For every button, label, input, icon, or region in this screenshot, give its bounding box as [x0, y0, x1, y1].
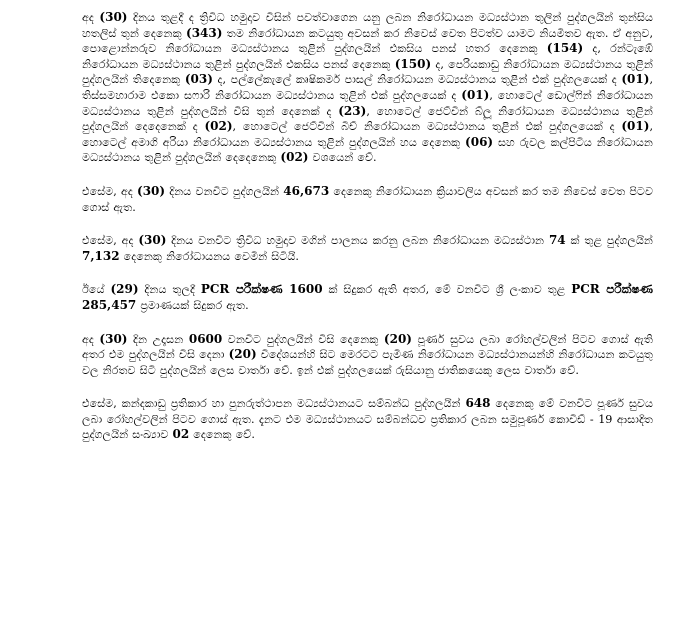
text-run: පූර්ණ සුවය ලබා රෝහල්වලින් පිටව ගොස් ඇති අතර එම පුද්ගලයින් විසි දෙනා [82, 332, 653, 362]
text-run: , හොටෙල් ජෙට්වින් බ්ලූ නිරෝධායන මධ්‍යස්ථානය තුළින් පුද්ගලයින් දෙදෙනෙක් ද [82, 104, 653, 134]
bold-figure: (30) [137, 183, 166, 198]
text-run: වනවිට පුද්ගලයින් විසි දෙනෙකු [222, 332, 384, 346]
text-run: , තිස්සමහාරාම එකො සෆාරි නිරෝධායන මධ්‍යස්ථානය තුළින් එක් පුද්ගලයෙක් ද [82, 73, 653, 102]
text-run: එසේම, අද [82, 184, 138, 198]
text-run: වශයෙන් වේ. [308, 151, 377, 165]
bold-figure: PCR පරීක්ෂණ 285,457 [82, 282, 653, 312]
text-run: දිනය තුළදී ද ත්‍රිවිධ හමුදාව විසින් පවත්වාගෙන යනු ලබන නිරෝධායන මධ්‍යස්ථාන තුලින් පුද්ගලයින් තුන්සිය හතලිස් තුන් දෙනෙකු [82, 11, 653, 40]
bold-figure: 02 [172, 427, 190, 442]
bold-figure: (20) [383, 331, 412, 346]
text-run: දෙනෙකු වේ. [189, 428, 255, 442]
bold-figure: (02) [280, 150, 309, 165]
text-run: ද, රන්ටැඹේ නිරෝධායන මධ්‍යස්ථානය තුළින් පුද්ගලයින් එකසිය පනස් දෙනෙකු [82, 42, 653, 71]
bold-figure: (30) [99, 10, 128, 24]
text-run: දිනය වනවිට ත්‍රිවිධ හමුදාව මගින් පාලනය කරනු ලබන නිරෝධායන මධ්‍යස්ථාන [166, 234, 549, 248]
bold-figure: PCR පරීක්ෂණ 1600 [200, 282, 323, 297]
text-run: තම නිරෝධායන කටයුතු අවසන් කර නිවෙස් වෙත පිටත්ව යාමට නියමිතව ඇත. ඒ අනුව, පොළොන්නරුව නිරෝධායන මධ්‍යස්ථානය තුළින් පුද්ගලයින් එකසිය පනස් හතර දෙනෙකු [82, 26, 653, 56]
bold-figure: (29) [110, 282, 139, 297]
bold-figure: (20) [228, 347, 257, 362]
bold-figure: (01) [621, 119, 650, 134]
bold-figure: (06) [465, 134, 494, 149]
bold-figure: (154) [546, 41, 584, 56]
paragraph-total-completed [82, 184, 653, 215]
text-run: එසේම, කන්දකාඩු ප්‍රතිකාර හා පුනරුත්ථාපන මධ්‍යස්ථානයට සම්බන්ධ පුද්ගලයින් [82, 397, 466, 411]
bold-figure: 7,132 [82, 248, 120, 263]
bold-figure: (30) [99, 331, 128, 346]
text-run: , හොටෙල් අමාගි අරියා නිරෝධායන මධ්‍යස්ථානය තුළින් පුද්ගලයින් හය දෙනෙකු [82, 120, 653, 149]
paragraph-pcr-tests [82, 282, 653, 313]
bold-figure: 0600 [188, 331, 223, 346]
bold-figure: (01) [461, 87, 490, 102]
text-run: ක් සිදුකර ඇති අතර, මේ වනවිට ශ්‍රී ලංකාව තුළ [322, 283, 572, 297]
text-run: ද, පල්ලේකැලේ කෘෂිකර්ම පාසල් නිරෝධායන මධ්‍යස්ථානය තුළින් එක් පුද්ගලයෙක් ද [212, 73, 622, 87]
text-run: , හොටෙල් ඩොල්ෆින් නිරෝධායන මධ්‍යස්ථානය තුළින් පුද්ගලයින් විසි තුන් දෙනෙක් ද [82, 88, 653, 118]
text-run: විදේශයන්හි සිට මෙරටට පැමිණ නිරෝධායන මධ්‍යස්ථානයන්හි නිරෝධායන කටයුතු වල නිරතව සිටි පුද්ගලයින් ලෙස වාර්තා වේ. ඉන් එක් පුද්ගලයෙක් රුසියානු ජාතිකයෙකු ලෙස වාර්තා වේ. [82, 348, 654, 377]
text-run: දෙනෙකු නිරෝධායන ක්‍රියාවලිය අවසන් කර තම නිවෙස් වෙත පිටව ගොස් ඇත. [82, 184, 653, 214]
text-run: දිනය වනවිට පුද්ගලයින් [165, 184, 284, 198]
bold-figure: (03) [184, 72, 213, 87]
bold-figure: 46,673 [283, 183, 330, 198]
bold-figure: (02) [204, 119, 233, 134]
paragraph-quarantine-departures [82, 10, 653, 166]
text-run: එසේම, අද [82, 234, 139, 248]
text-run: අද [82, 332, 100, 346]
text-run: දිනය තුලදී [138, 283, 201, 297]
bold-figure: (23) [338, 103, 367, 118]
paragraph-current-quarantine [82, 233, 653, 264]
bold-figure: 74 [548, 233, 566, 248]
text-run: සහ රුවල කල්පිටිය නිරෝධායන මධ්‍යස්ථානය තුළින් පුද්ගලයින් දෙදෙනෙකු [82, 135, 653, 165]
paragraph-recoveries [82, 332, 653, 379]
text-run: , හොටෙල් ජෙට්වින් බීච් නිරෝධායන මධ්‍යස්ථානය තුළින් එක් පුද්ගලයෙක් ද [232, 120, 622, 134]
bold-figure: (150) [394, 56, 432, 71]
text-run: ප්‍රමාණයක් සිදුකර ඇත. [136, 298, 249, 312]
text-run: ද, පෙරියකාඩු නිරෝධායන මධ්‍යස්ථානය තුළින් පුද්ගලයින් තිදෙනෙකු [82, 57, 654, 87]
text-run: දින උදෑසන [127, 332, 189, 346]
text-run: ඊයේ [82, 283, 111, 297]
bold-figure: (01) [621, 72, 650, 87]
paragraph-kandakadu-center [82, 396, 653, 443]
text-run: දෙනෙකු නිරෝධායනය වෙමින් සිටියි. [119, 249, 299, 263]
text-run: දෙනෙකු මේ වනවිට පූර්ණ සුවය ලබා රෝහල්වලින් පිටව ගොස් ඇත. දැනට එම මධ්‍යස්ථානයට සම්බන්ධව ප්‍රතිකාර ලබන සමුපූර්ණ කොවිඩ් - 19 ආසාදිත පුද්ගලයින් සංඛ්‍යාව [82, 397, 653, 442]
bold-figure: 648 [465, 396, 491, 411]
text-run: ක් තුළ පුද්ගලයින් [565, 234, 653, 248]
bold-figure: (30) [138, 233, 167, 248]
bold-figure: (343) [186, 25, 223, 40]
text-run: අද [82, 11, 100, 24]
